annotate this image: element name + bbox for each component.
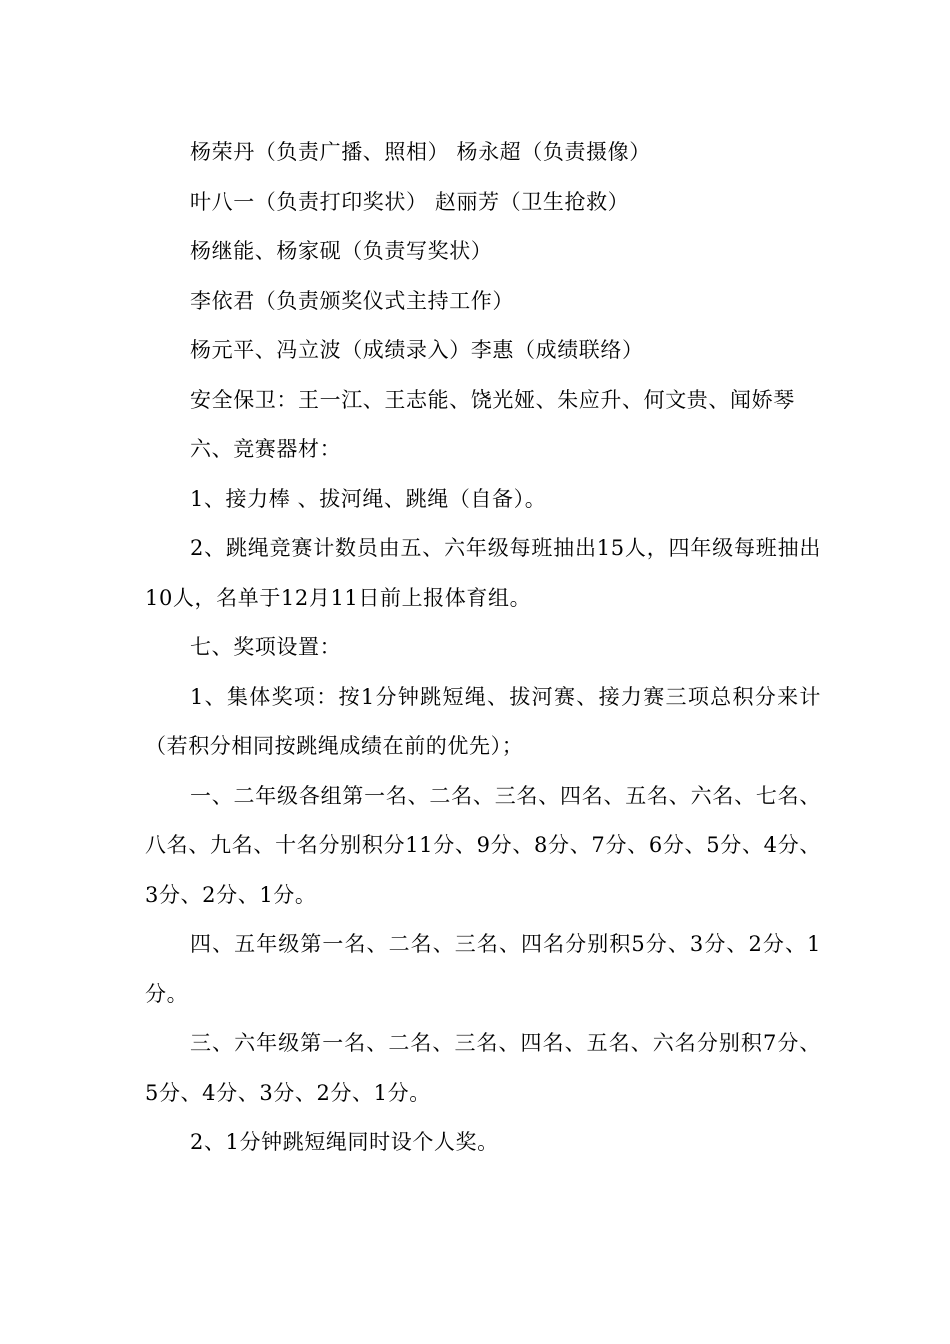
- paragraph-awards-2: 2、1分钟跳短绳同时设个人奖。: [190, 1130, 499, 1154]
- paragraph-equipment-1: 1、接力棒 、拔河绳、跳绳（自备）。: [190, 486, 547, 511]
- paragraph-staff-broadcast: 杨荣丹（负责广播、照相） 杨永超（负责摄像）: [190, 140, 651, 164]
- section-heading-awards: 七、奖项设置：: [190, 635, 342, 659]
- paragraph-awards-grade12: 一、二年级各组第一名、二名、三名、四名、五名、六名、七名、八名、九名、十名分别积分11分、9分、8分、7分、6分、5分、4分、3分、2分、1分。: [145, 783, 821, 907]
- paragraph-awards-grade36: 三、六年级第一名、二名、三名、四名、五名、六名分别积7分、5分、4分、3分、2分、1分。: [145, 1031, 821, 1105]
- paragraph-staff-certificates: 杨继能、杨家砚（负责写奖状）: [190, 239, 493, 263]
- section-heading-equipment: 六、竞赛器材：: [190, 437, 342, 461]
- document-body: [145, 128, 821, 1168]
- paragraph-equipment-2: 2、跳绳竞赛计数员由五、六年级每班抽出15人，四年级每班抽出10人，名单于12月11日前上报体育组。: [145, 536, 821, 610]
- paragraph-staff-scores: 杨元平、冯立波（成绩录入）李惠（成绩联络）: [190, 338, 644, 362]
- paragraph-staff-host: 李依君（负责颁奖仪式主持工作）: [190, 288, 514, 313]
- paragraph-staff-printing: 叶八一（负责打印奖状） 赵丽芳（卫生抢救）: [190, 189, 630, 214]
- paragraph-security: 安全保卫：王一江、王志能、饶光娅、朱应升、何文贵、闻娇琴: [190, 387, 795, 412]
- paragraph-awards-grade45: 四、五年级第一名、二名、三名、四名分别积5分、3分、2分、1分。: [145, 932, 821, 1006]
- paragraph-awards-1: 1、集体奖项：按1分钟跳短绳、拔河赛、接力赛三项总积分来计（若积分相同按跳绳成绩在前的优先）；: [145, 684, 821, 758]
